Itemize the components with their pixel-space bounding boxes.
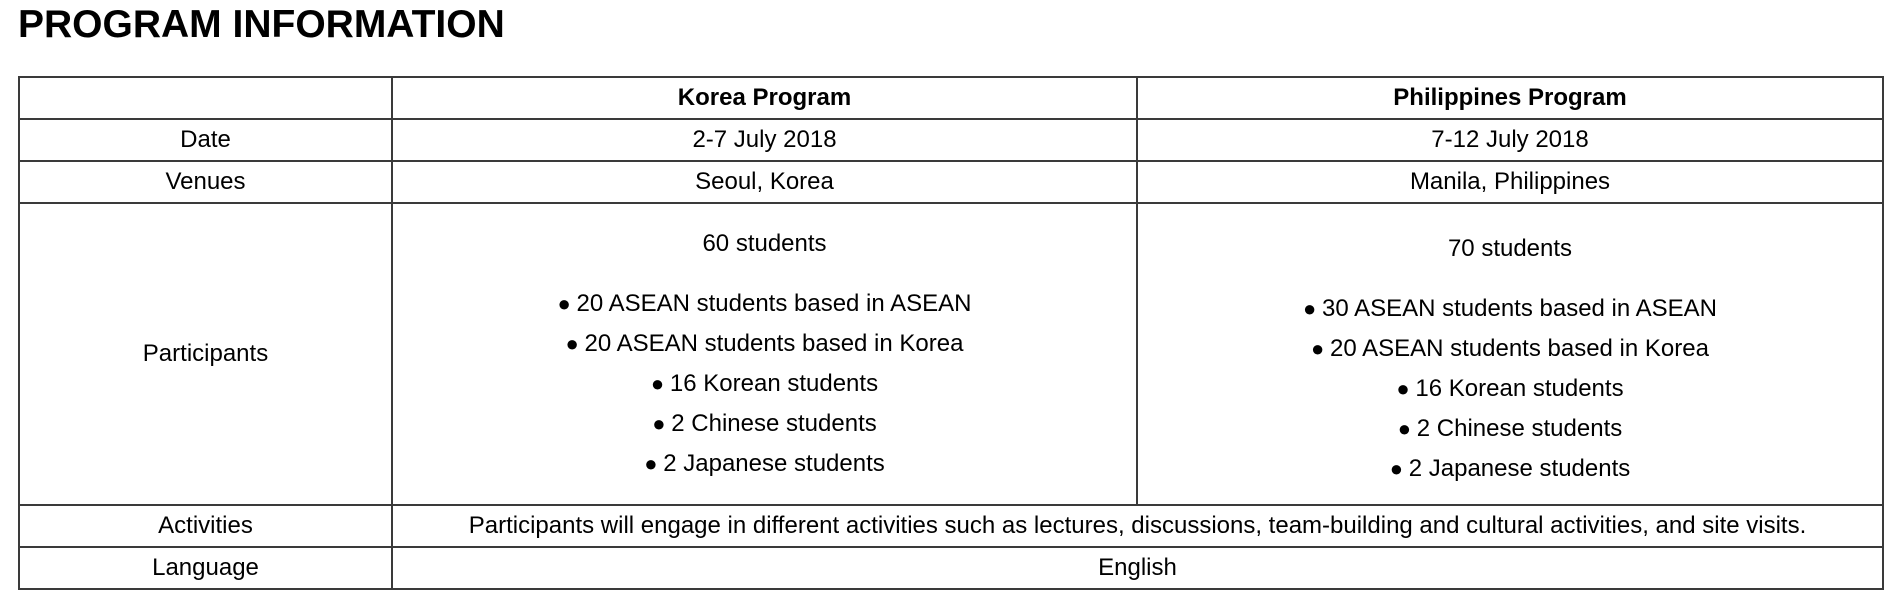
philippines-program-header: Philippines Program [1137,77,1883,119]
list-item [393,444,1136,484]
list-item [1138,449,1882,489]
table-row-date [19,119,1883,161]
activities-description: Participants will engage in different activities such as lectures, discussions, team-building and cultural activities, and site visits. [392,505,1883,547]
bullet-icon: ● [1396,376,1410,401]
program-info-table [18,76,1884,590]
list-item [393,364,1136,404]
bullet-icon: ● [652,411,666,436]
list-item [1138,409,1882,449]
table-row-venues [19,161,1883,203]
table-row-language [19,547,1883,589]
list-item [393,404,1136,444]
list-item-text: 16 Korean students [669,370,879,397]
list-item-text: 2 Chinese students [671,410,877,437]
korea-date: 2-7 July 2018 [392,119,1137,161]
activities-label: Activities [19,505,392,547]
participants-label: Participants [19,203,392,505]
corner-cell [19,77,392,119]
philippines-participant-list [1138,289,1882,489]
language-label: Language [19,547,392,589]
list-item-text: 2 Japanese students [1408,455,1631,482]
korea-venue: Seoul, Korea [392,161,1137,203]
list-item-text: 20 ASEAN students based in Korea [1330,335,1709,362]
list-item-text: 2 Chinese students [1416,415,1623,442]
list-item [393,284,1136,324]
philippines-venue: Manila, Philippines [1137,161,1883,203]
list-item [1138,369,1882,409]
korea-participant-list [393,284,1136,484]
korea-participants-cell [392,203,1137,505]
list-item [1138,329,1882,369]
bullet-icon: ● [650,371,665,396]
bullet-icon: ● [1389,456,1404,481]
bullet-icon: ● [644,451,658,476]
bullet-icon: ● [1397,416,1412,441]
table-row-participants [19,203,1883,505]
philippines-date: 7-12 July 2018 [1137,119,1883,161]
bullet-icon: ● [565,331,579,356]
korea-participant-count: 60 students [702,230,827,257]
bullet-icon: ● [1303,296,1317,321]
korea-program-header: Korea Program [392,77,1137,119]
date-label: Date [19,119,392,161]
list-item [393,324,1136,364]
list-item-text: 16 Korean students [1415,375,1624,402]
bullet-icon: ● [1311,336,1325,361]
list-item-text: 20 ASEAN students based in ASEAN [576,290,972,317]
page-title: PROGRAM INFORMATION [18,3,505,46]
list-item [1138,289,1882,329]
philippines-participant-count: 70 students [1447,235,1573,262]
list-item-text: 20 ASEAN students based in Korea [584,330,964,357]
language-value: English [392,547,1883,589]
list-item-text: 30 ASEAN students based in ASEAN [1322,295,1717,322]
table-header-row [19,77,1883,119]
venues-label: Venues [19,161,392,203]
bullet-icon: ● [557,291,571,316]
table-row-activities [19,505,1883,547]
list-item-text: 2 Japanese students [663,450,885,477]
philippines-participants-cell [1137,203,1883,505]
